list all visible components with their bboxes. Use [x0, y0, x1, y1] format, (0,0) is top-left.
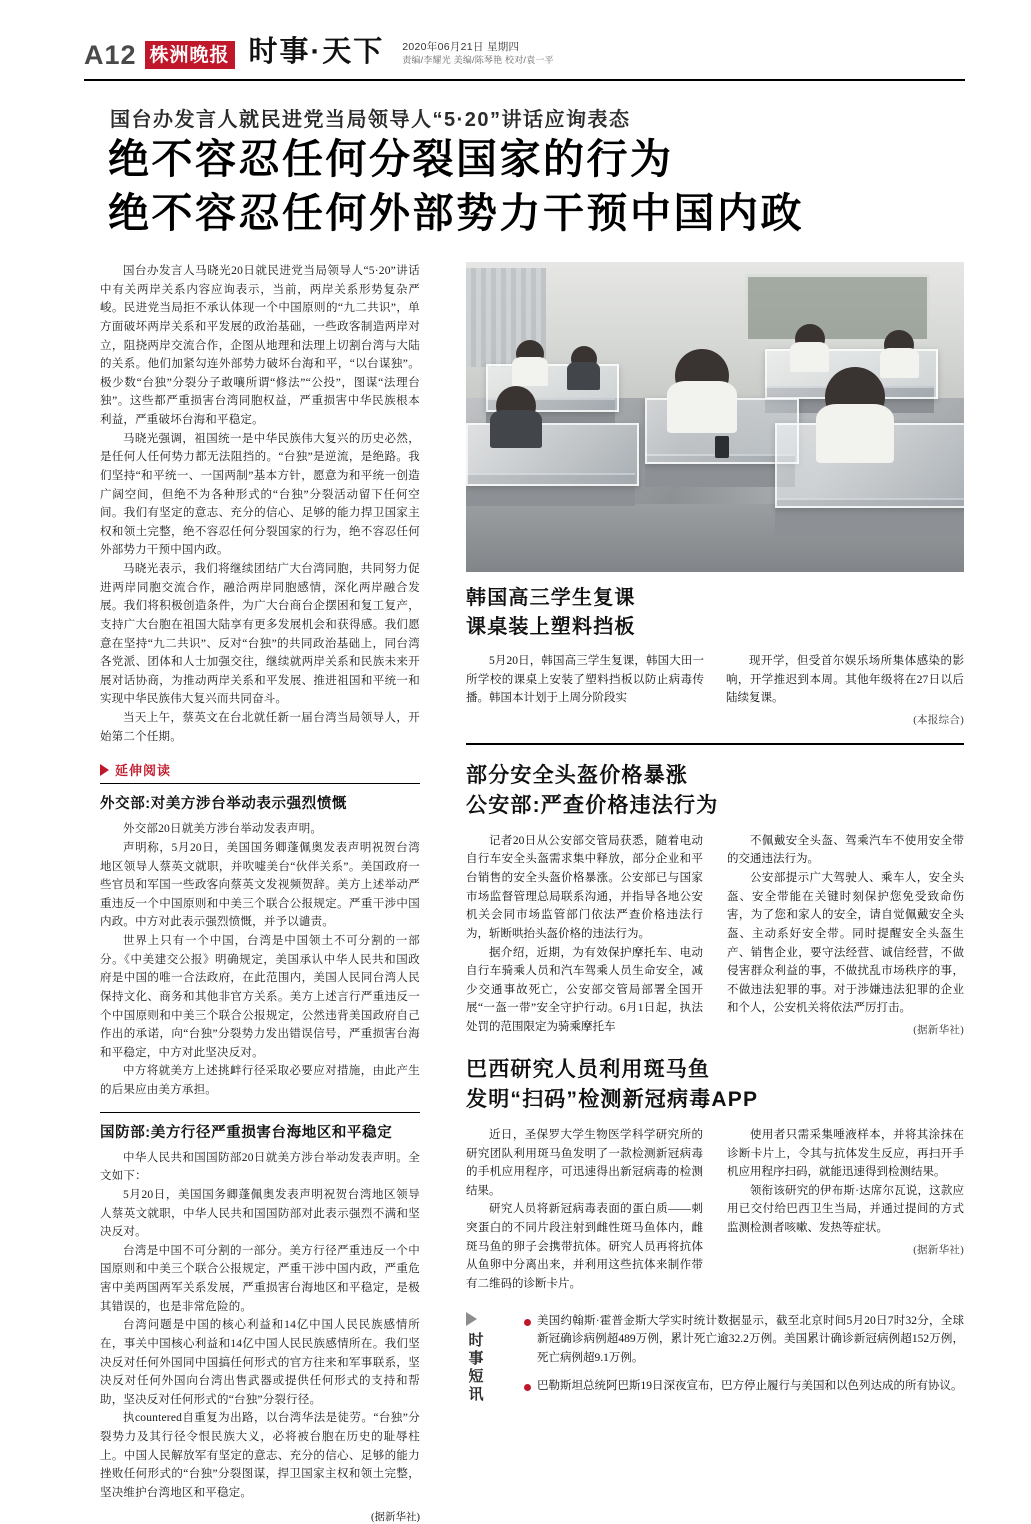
paragraph: 世界上只有一个中国，台湾是中国领土不可分割的一部分。《中美建交公报》明确规定，美国承认中华人民共和国政府是中国的唯一合法政府，在此范围内，美国人民同台湾人民保持文化、商务和其他非官方关系。美方上述言行严重违反一个中国原则和中美三个联合公报规定，公然违背美国政府自己作出的承诺，向“台独”分裂势力发出错误信号，严重损害台海和平稳定，中方对此坚决反对。 [100, 935, 420, 1059]
zebrafish-story-head [466, 1055, 964, 1116]
briefs-label-text: 时事短讯 [466, 1331, 484, 1404]
paragraph: 5月20日，美国国务卿蓬佩奥发表声明祝贺台湾地区领导人蔡英文就职，中华人民共和国国防部对此表示强烈不满和坚决反对。 [100, 1188, 420, 1239]
photo-caption-line-1: 韩国高三学生复课 [466, 587, 636, 609]
paragraph: 不佩戴安全头盔、驾乘汽车不使用安全带的交通违法行为。 [727, 834, 964, 866]
headline-line-2: 绝不容忍任何外部势力干预中国内政 [108, 190, 804, 237]
lead-paragraph: 马晓光表示，我们将继续团结广大台湾同胞，共同努力促进两岸同胞交流合作，融洽两岸同胞感情，深化两岸融合发展。我们将积极创造条件，为广大台商台企摆困和复工复产，支持广大台胞在祖国大陆享有更多发展机会和获得感。我们愿意在坚持“九二共识”、反对“台独”的共同政治基础上，同台湾各党派、团体和人士加强交往，继续就两岸关系和民族未来开展对话协商，为推动两岸关系和平发展、推进祖国和平统一和实现中华民族伟大复兴而共同奋斗。 [100, 563, 420, 706]
extension-reading-header [100, 760, 420, 779]
student-body [567, 362, 601, 389]
brief-item [524, 1377, 964, 1396]
left-column [100, 262, 420, 1524]
extension-story-2-source: (据新华社) [371, 1511, 420, 1523]
lead-kicker: 国台办发言人就民进党当局领导人“5·20”讲话应询表态 [110, 109, 631, 131]
story-column [466, 1126, 703, 1294]
triangle-bullet-icon [100, 764, 109, 776]
story-column [727, 1126, 964, 1294]
lead-headline [108, 132, 968, 240]
photo-caption-body [466, 652, 964, 729]
lead-story-body [100, 262, 420, 746]
lead-paragraph: 当天上午，蔡英文在台北就任新一届台湾当局领导人，开始第二个任期。 [100, 712, 420, 743]
story-column [466, 832, 703, 1039]
extension-story-1-head: 外交部:对美方涉台举动表示强烈愤慨 [100, 796, 348, 813]
news-briefs [466, 1312, 964, 1407]
photo-caption-title [466, 584, 964, 642]
paragraph: 使用者只需采集唾液样本，并将其涂抹在诊断卡片上，令其与抗体发生反应，再扫开手机应用程序扫码，就能迅速得到检测结果。 [727, 1128, 964, 1179]
masthead [84, 34, 964, 76]
helmet-story-source: (据新华社) [913, 1025, 964, 1036]
extension-reading-label: 延伸阅读 [115, 763, 172, 779]
briefs-items [524, 1312, 964, 1407]
paragraph: 研究人员将新冠病毒表面的蛋白质——刺突蛋白的不同片段注射到雌性斑马鱼体内，雌斑马鱼的卵子会携带抗体。研究人员再将抗体从鱼卵中分离出来，并利用这些抗体来制作带有二维码的诊断卡片。 [466, 1203, 703, 1290]
photo-caption-line-2: 课桌装上塑料挡板 [466, 616, 636, 638]
lead-paragraph: 马晓光强调，祖国统一是中华民族伟大复兴的历史必然，是任何人任何势力都无法阻挡的。“台独”是逆流，是绝路。我们坚持“和平统一、一国两制”基本方针，愿意为和平统一创造广阔空间，但绝不为各种形式的“台独”分裂活动留下任何空间。我们有坚定的意志、充分的信心、足够的能力捍卫国家主权和领土完整，绝不容忍任何分裂国家的行为，绝不容忍任何外部势力干预中国内政。 [100, 432, 420, 557]
helmet-story-head [466, 761, 964, 822]
headline-line-1: 绝不容忍任何分裂国家的行为 [108, 136, 674, 182]
extension-story-2-head: 国防部:美方行径严重损害台海地区和平稳定 [100, 1124, 393, 1141]
paper-logo: 株洲晚报 [145, 41, 235, 69]
paragraph: 中方将就美方上述挑衅行径采取必要应对措施，由此产生的后果应由美方承担。 [100, 1065, 420, 1096]
caption-column [726, 652, 964, 729]
brief-text: 美国约翰斯·霍普金斯大学实时统计数据显示，截至北京时间5月20日7时32分，全球新冠确诊病例超489万例，累计死亡逾32.2万例。美国累计确诊新冠病例超152万例，死亡病例超9.1万例。 [537, 1314, 964, 1364]
student-body [667, 381, 737, 433]
head-line-2: 发明“扫码”检测新冠病毒APP [466, 1088, 759, 1112]
student [496, 386, 536, 448]
divider [100, 1112, 420, 1113]
news-photo [466, 262, 964, 572]
zebrafish-story-source: (据新华社) [913, 1244, 964, 1256]
photo-source: (本报综合) [913, 714, 964, 726]
paragraph: 台湾问题是中国的核心利益和14亿中国人民民族感情所在，事关中国核心利益和14亿中国人民民族感情所在。我们坚决反对任何外国同中国搞任何形式的官方往来和军事联系，坚决反对任何外国向台湾出售武器或提供任何形式的支持和帮助，坚决反对任何形式的“台独”分裂行径。 [100, 1319, 420, 1406]
head-line-1: 部分安全头盔价格暴涨 [466, 763, 688, 787]
caption-column [466, 652, 704, 729]
helmet-story-body [466, 832, 964, 1039]
paragraph: 公安部提示广大驾驶人、乘车人，安全头盔、安全带能在关键时刻保护您免受致命伤害，为了您和家人的安全，请自觉佩戴安全头盔、主动系好安全带。同时提醒安全头盔生产、销售企业，要守法经营、诚信经营，不做侵害群众利益的事，不做扰乱市场秩序的事，不做违法犯罪的事。对于涉嫌违法犯罪的企业和个人，公安机关将依法严厉打击。 [727, 872, 964, 1015]
student-foreground [675, 349, 729, 433]
student-body [790, 342, 829, 372]
paragraph: 5月20日，韩国高三学生复课，韩国大田一所学校的课桌上安装了塑料挡板以防止病毒传播。韩国本计划于上周分阶段实 [466, 655, 704, 705]
paragraph: 领衔该研究的伊布斯·达席尔瓦说，这款应用已交付给巴西卫生当局，并通过提间的方式监测检测者咳嗽、发热等症状。 [727, 1184, 964, 1234]
student [571, 346, 597, 390]
briefs-label [466, 1312, 510, 1407]
extension-story-1-body [100, 820, 420, 1099]
paragraph: 据介绍，近期，为有效保护摩托车、电动自行车骑乘人员和汽车驾乘人员生命安全，减少交通事故死亡，公安部交管局部署全国开展“一盔一带”安全守护行动。6月1日起，执法处罚的范围限定为骑乘摩托车 [466, 946, 703, 1033]
editorial-credit: 责编/李耀光 美编/陈琴艳 校对/袁一平 [402, 55, 554, 66]
smartphone [715, 436, 729, 458]
student-foreground [825, 367, 885, 463]
lead-paragraph: 国台办发言人马晓光20日就民进党当局领导人“5·20”讲话中有关两岸关系内容应询表示，当前，两岸关系形势复杂严峻。民进党当局拒不承认体现一个中国原则的“九二共识”，单方面破坏两岸关系和平发展的政治基础，一些政客制造两岸对立，阻挠两岸交流合作，企图从地理和法理上切割台湾与大陆的关系。他们加紧勾连外部势力破坏台海和平，“以台谋独”。极少数“台独”分裂分子敢嚷所谓“修法”“公投”，图谋“法理台独”。这些都严重损害台湾同胞权益，严重损害中华民族根本利益，严重破坏台海和平稳定。 [100, 265, 420, 426]
bullet-icon [524, 1319, 531, 1326]
triangle-bullet-icon [466, 1312, 477, 1326]
paragraph: 台湾是中国不可分割的一部分。美方行径严重违反一个中国原则和中美三个联合公报规定，严重干涉中国内政，严重危害中美两国两军关系发展，严重损害台海地区和平稳定，是极其错误的，也是非常危险的。 [100, 1244, 420, 1313]
story-column [727, 832, 964, 1039]
section-title: 时事·天下 [248, 36, 385, 68]
zebrafish-story-body [466, 1126, 964, 1294]
student-body [512, 357, 548, 386]
paragraph: 执countered自重复为出路，以台湾华法是徒劳。“台独”分裂势力及其行径令恨民族大义，必将被台胞在历史的耻辱柱上。中国人民解放军有坚定的意志、充分的信心、足够的能力挫败任何形式的“台独”分裂图谋，捍卫国家主权和领土完整，坚决维护台湾地区和平稳定。 [100, 1412, 420, 1499]
student-body [490, 410, 542, 448]
brief-text: 巴勒斯坦总统阿巴斯19日深夜宣布，巴方停止履行与美国和以色列达成的所有协议。 [537, 1380, 963, 1393]
student [516, 340, 544, 386]
bullet-icon [524, 1384, 531, 1391]
photo-background [466, 262, 964, 572]
student [795, 324, 825, 372]
publication-date: 2020年06月21日 星期四 [402, 41, 520, 53]
brief-item [524, 1312, 964, 1368]
masthead-meta [402, 34, 554, 66]
head-line-1: 巴西研究人员利用斑马鱼 [466, 1058, 711, 1081]
student [884, 330, 914, 378]
paragraph: 外交部20日就美方涉台举动发表声明。 [123, 823, 323, 836]
paragraph: 近日，圣保罗大学生物医学科学研究所的研究团队利用斑马鱼发明了一款检测新冠病毒的手机应用程序，可迅速得出新冠病毒的检测结果。 [466, 1128, 703, 1197]
student-body [816, 404, 894, 464]
head-line-2: 公安部:严查价格违法行为 [466, 794, 719, 818]
paragraph: 中华人民共和国国防部20日就美方涉台举动发表声明。全文如下： [100, 1151, 420, 1183]
divider [466, 743, 964, 745]
paragraph: 声明称，5月20日，美国国务卿蓬佩奥发表声明祝贺台湾地区领导人蔡英文就职，并吹嘘美台“伙伴关系”。美国政府一些官员和军国一些政客向蔡英文发视频贺辞。美方上述举动严重违反一个中国原则和中美三个联合公报规定。严重干涉中国内政。中方对此表示强烈愤慨，并予以谴责。 [100, 841, 420, 929]
right-column [466, 262, 964, 1406]
masthead-divider [84, 79, 965, 81]
paragraph: 记者20日从公安部交管局获悉，随着电动自行车安全头盔需求集中释放，部分企业和平台销售的安全头盔价格暴涨。公安部已与国家市场监督管理总局联系沟通，并指导各地公安机关会同市场监管部门依法严查价格违法行为，斩断哄抬头盔价格的违法行为。 [466, 834, 703, 940]
extension-story-2-body [100, 1149, 420, 1503]
divider [100, 783, 420, 784]
paragraph: 现开学，但受首尔娱乐场所集体感染的影响，开学推迟到本周。其他年级将在27日以后陆续复课。 [726, 655, 964, 705]
student-body [880, 348, 919, 378]
page-number: A12 [84, 40, 137, 70]
